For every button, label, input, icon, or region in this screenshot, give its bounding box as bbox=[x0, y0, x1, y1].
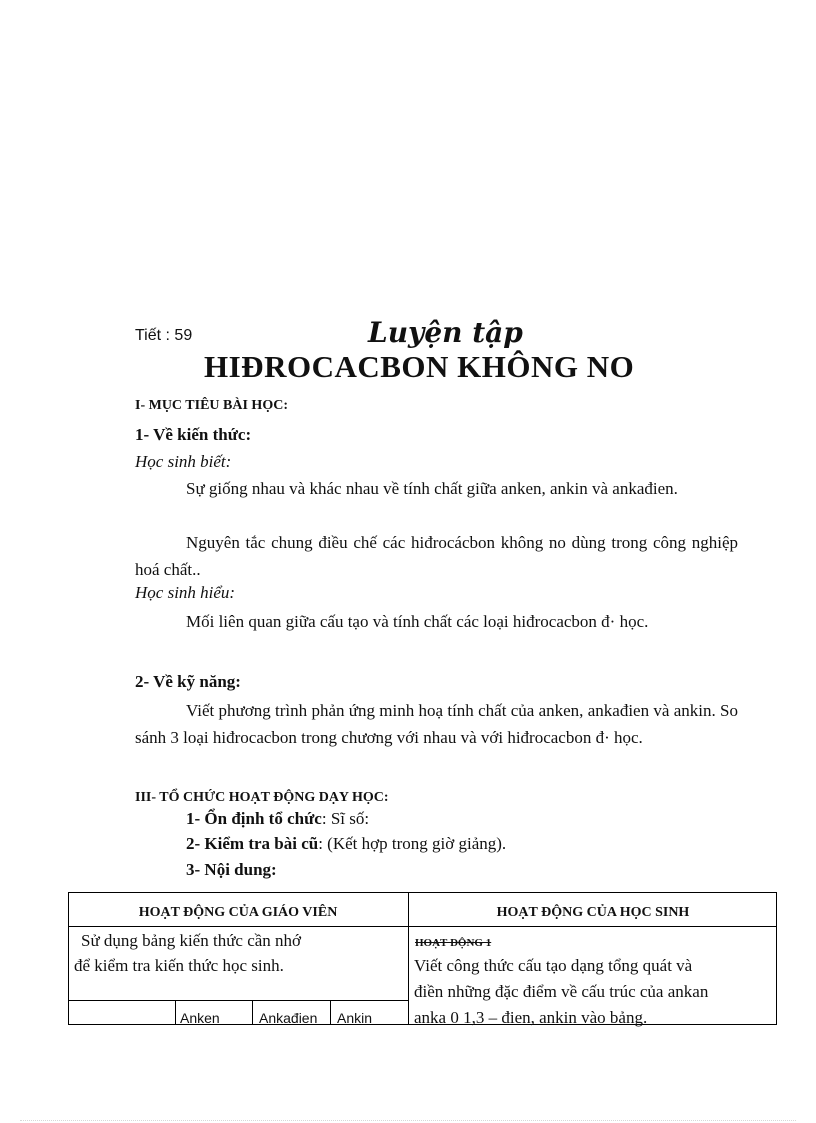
table-header-teacher: HOẠT ĐỘNG CỦA GIÁO VIÊN bbox=[138, 905, 338, 920]
item-organization-label: 1- Ổn định tổ chức bbox=[186, 809, 322, 828]
nested-table-border bbox=[330, 1000, 331, 1025]
table-header-student: HOẠT ĐỘNG CỦA HỌC SINH bbox=[496, 905, 690, 920]
item-organization-text: : Sĩ số: bbox=[321, 809, 370, 828]
know-paragraph-1: Sự giống nhau và khác nhau về tính chất giữa anken, ankin và ankađien. bbox=[186, 479, 678, 498]
nested-table-top-border bbox=[68, 1000, 408, 1001]
section-heading-activities: III- TỔ CHỨC HOẠT ĐỘNG DẠY HỌC: bbox=[135, 790, 389, 805]
know-paragraph-2: Nguyên tắc chung điều chế các hiđrocácbon không no dùng trong công nghiệp hoá chất.. bbox=[135, 533, 738, 579]
nested-col-ankin: Ankin bbox=[337, 1010, 373, 1026]
nested-col-ankadien: Ankađien bbox=[259, 1010, 318, 1026]
item-review-text: : (Kết hợp trong giờ giảng). bbox=[318, 834, 507, 853]
page-bottom-rule bbox=[20, 1120, 796, 1121]
nested-table-border bbox=[68, 1000, 69, 1025]
item-review-label: 2- Kiểm tra bài cũ bbox=[186, 834, 319, 853]
student-activity-line-3: anka 0 1,3 – đien, ankin vào bảng. bbox=[414, 1008, 648, 1027]
knowledge-heading: 1- Về kiến thức: bbox=[135, 425, 252, 444]
students-know-label: Học sinh biết: bbox=[135, 452, 232, 471]
item-organization bbox=[186, 809, 369, 829]
students-understand-label: Học sinh hiểu: bbox=[135, 583, 236, 602]
table-header-divider bbox=[68, 926, 777, 927]
nested-table-border bbox=[252, 1000, 253, 1025]
skills-heading: 2- Về kỹ năng: bbox=[135, 672, 241, 691]
student-activity-line-1: Viết công thức cấu tạo dạng tổng quát và bbox=[414, 956, 693, 975]
lesson-subtitle: Luyện tập bbox=[368, 316, 523, 349]
teacher-activity-line-2: để kiểm tra kiến thức học sinh. bbox=[74, 956, 284, 975]
teacher-activity-line-1: Sử dụng bảng kiến thức cần nhớ bbox=[81, 931, 302, 950]
skills-paragraph: Viết phương trình phản ứng minh hoạ tính chất của anken, ankađien và ankin. So sánh 3 loại hiđrocacbon trong chương với nhau và với hiđrocacbon đ· học. bbox=[135, 701, 738, 747]
understand-paragraph: Mối liên quan giữa cấu tạo và tính chất các loại hiđrocacbon đ· học. bbox=[186, 612, 649, 631]
item-content-label: 3- Nội dung: bbox=[186, 860, 277, 879]
nested-table-border bbox=[175, 1000, 176, 1025]
section-heading-objectives: I- MỤC TIÊU BÀI HỌC: bbox=[135, 398, 288, 413]
lesson-number: Tiết : 59 bbox=[135, 327, 193, 344]
student-activity-line-2: điền những đặc điểm về cấu trúc của ankan bbox=[414, 982, 709, 1001]
activity-1-label: HOẠT ĐỘNG 1 bbox=[415, 937, 492, 949]
page-title: HIĐROCACBON KHÔNG NO bbox=[204, 349, 635, 384]
nested-col-anken: Anken bbox=[180, 1010, 220, 1026]
item-review bbox=[186, 834, 506, 854]
